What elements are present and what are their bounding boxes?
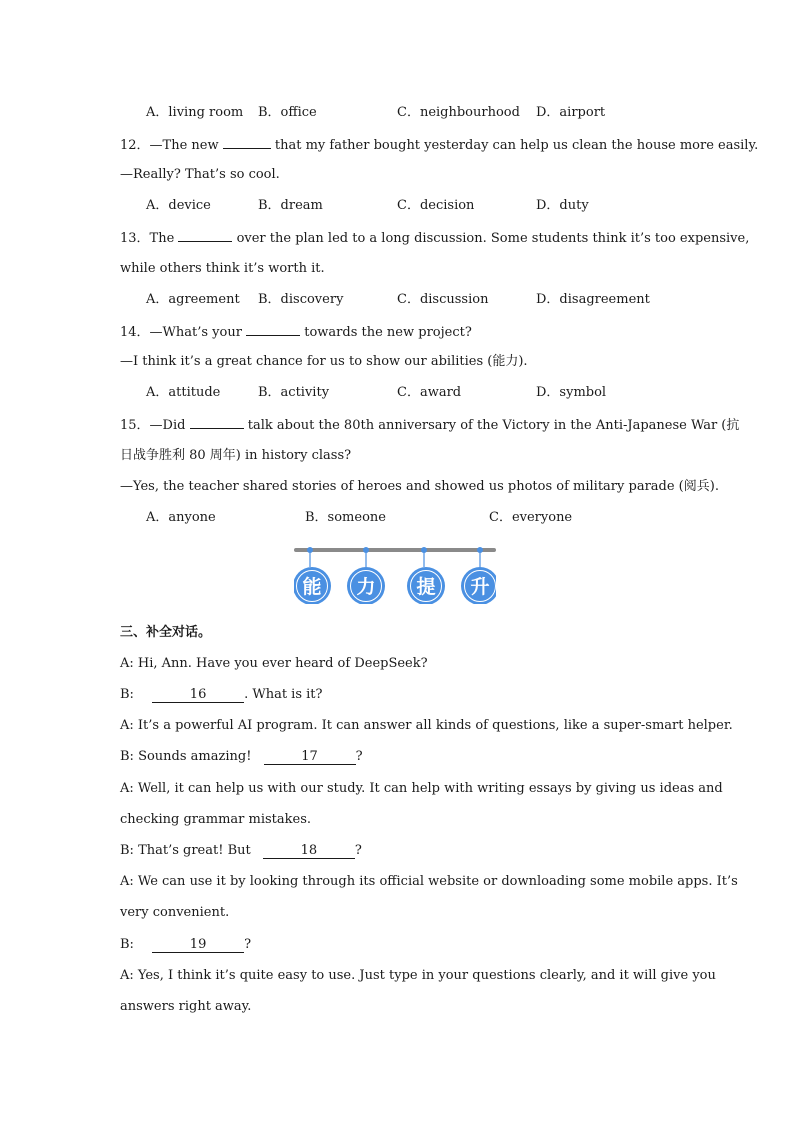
q12-option-b: B．dream (258, 198, 323, 213)
line-6-suffix: ? (354, 843, 362, 858)
q12-option-a: A．device (146, 198, 211, 213)
line-6-prefix: B: That’s great! But (120, 843, 251, 858)
q13-blank[interactable] (178, 229, 232, 242)
dialogue-line-2 (120, 687, 323, 703)
ability-banner (294, 546, 496, 604)
q14-prefix: 14．—What’s your (120, 325, 242, 340)
q12-option-d: D．duty (536, 198, 589, 213)
line-4-prefix: B: Sounds amazing! (120, 749, 252, 764)
q13-stem (120, 229, 749, 247)
q15-prefix: 15．—Did (120, 418, 186, 433)
q14-reply: —I think it’s a great chance for us to show our abilities (能力). (120, 354, 528, 369)
dialogue-line-6 (120, 843, 362, 859)
q12-suffix: that my father bought yesterday can help us clean the house more easily. (274, 138, 759, 153)
q15-continuation: 日战争胜利 80 周年) in history class? (120, 448, 352, 463)
banner-node-3 (407, 547, 445, 604)
q12-reply: —Really? That’s so cool. (120, 167, 280, 182)
q12-prefix: 12．—The new (120, 138, 219, 153)
q14-blank[interactable] (246, 323, 300, 336)
q13-suffix: over the plan led to a long discussion. Some students think it’s too expensive, (236, 231, 750, 246)
banner-char-3: 提 (416, 576, 436, 598)
dialogue-line-7: A: We can use it by looking through its official website or downloading some mobile apps. It’s (120, 874, 738, 889)
line-4-suffix: ? (355, 749, 363, 764)
q12-blank[interactable] (223, 136, 271, 149)
dialogue-line-9b: answers right away. (120, 999, 252, 1014)
q15-option-c: C．everyone (489, 510, 573, 525)
q11-option-a: A．living room (146, 105, 244, 120)
q11-option-d: D．airport (536, 105, 606, 120)
q14-stem (120, 323, 472, 341)
banner-bar (294, 548, 496, 552)
q11-option-b: B．office (258, 105, 317, 120)
banner-char-1: 能 (302, 576, 322, 598)
dialogue-line-7b: very convenient. (120, 905, 230, 920)
blank-17[interactable]: 17 (264, 750, 356, 765)
banner-char-4: 升 (470, 576, 490, 598)
speaker-b: B: (120, 687, 134, 702)
dialogue-line-5b: checking grammar mistakes. (120, 812, 312, 827)
q15-suffix: talk about the 80th anniversary of the Victory in the Anti-Japanese War (抗 (247, 418, 740, 433)
q15-blank[interactable] (190, 416, 244, 429)
q13-continuation: while others think it’s worth it. (120, 261, 325, 276)
q14-option-a: A．attitude (146, 385, 221, 400)
banner-node-1 (294, 547, 331, 604)
banner-node-4 (461, 547, 496, 604)
q15-stem (120, 416, 739, 434)
q14-option-d: D．symbol (536, 385, 607, 400)
q13-option-d: D．disagreement (536, 292, 650, 307)
banner-node-2 (347, 547, 385, 604)
q13-option-c: C．discussion (397, 292, 489, 307)
q11-option-c: C．neighbourhood (397, 105, 520, 120)
dialogue-line-4 (120, 749, 363, 765)
dialogue-line-3: A: It’s a powerful AI program. It can answer all kinds of questions, like a super-smart helper. (120, 718, 733, 733)
dialogue-line-8 (120, 937, 251, 953)
line-2-suffix: . What is it? (244, 687, 323, 702)
q15-reply: —Yes, the teacher shared stories of heroes and showed us photos of military parade (阅兵). (120, 479, 719, 494)
blank-16[interactable]: 16 (152, 688, 244, 703)
q14-suffix: towards the new project? (304, 325, 472, 340)
blank-19[interactable]: 19 (152, 938, 244, 953)
section-heading: 三、补全对话。 (120, 625, 212, 640)
q14-option-c: C．award (397, 385, 462, 400)
dialogue-line-1: A: Hi, Ann. Have you ever heard of DeepSeek? (120, 656, 428, 671)
dialogue-line-9: A: Yes, I think it’s quite easy to use. Just type in your questions clearly, and it will give you (120, 968, 716, 983)
q13-option-a: A．agreement (146, 292, 240, 307)
q15-option-a: A．anyone (146, 510, 216, 525)
blank-18[interactable]: 18 (263, 844, 355, 859)
q14-option-b: B．activity (258, 385, 330, 400)
q13-prefix: 13．The (120, 231, 175, 246)
q13-option-b: B．discovery (258, 292, 344, 307)
q15-option-b: B．someone (305, 510, 386, 525)
line-8-suffix: ? (244, 937, 252, 952)
q12-option-c: C．decision (397, 198, 475, 213)
banner-char-2: 力 (356, 576, 376, 598)
speaker-b-2: B: (120, 937, 134, 952)
dialogue-line-5: A: Well, it can help us with our study. It can help with writing essays by giving us ideas and (120, 781, 723, 796)
q12-stem (120, 136, 758, 154)
